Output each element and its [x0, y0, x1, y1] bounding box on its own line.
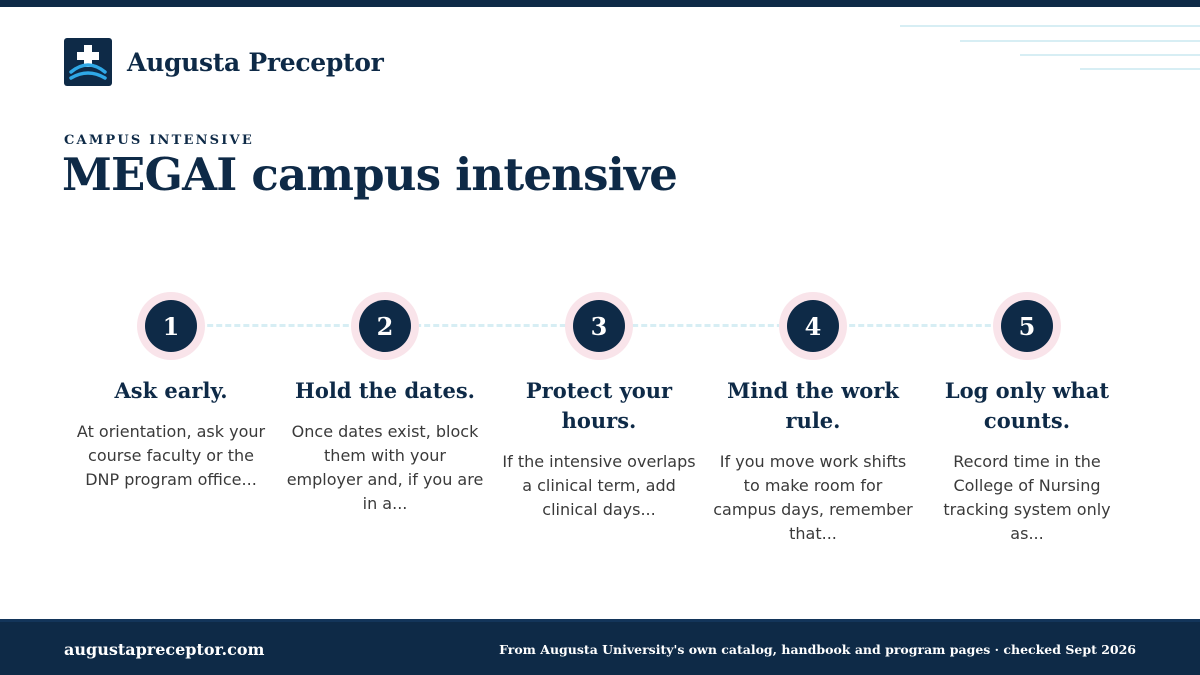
step-number: 3 [573, 300, 625, 352]
step-description: Record time in the College of Nursing tracking system only as... [943, 452, 1111, 543]
step-description: Once dates exist, block them with your employer and, if you are in a... [286, 422, 484, 513]
footer-site-link[interactable]: augustapreceptor.com [64, 640, 265, 659]
step-number: 1 [145, 300, 197, 352]
step-title: Log only what counts. [944, 378, 1110, 433]
step-number: 5 [1001, 300, 1053, 352]
step-title: Ask early. [114, 378, 228, 403]
step-number: 4 [787, 300, 839, 352]
decorative-lines [880, 20, 1200, 80]
step-title: Mind the work rule. [727, 378, 899, 433]
step-4 [713, 292, 913, 546]
step-title: Protect your hours. [525, 378, 673, 433]
step-3 [499, 292, 699, 522]
step-number-ring [351, 292, 419, 360]
step-number-ring [779, 292, 847, 360]
page-title: MEGAI campus intensive [62, 148, 678, 201]
step-number: 2 [359, 300, 411, 352]
top-accent-bar [0, 0, 1200, 7]
medical-cross-icon [64, 38, 112, 86]
brand-name: Augusta Preceptor [127, 47, 384, 77]
section-eyebrow: CAMPUS INTENSIVE [64, 133, 254, 148]
step-number-ring [565, 292, 633, 360]
step-number-ring [993, 292, 1061, 360]
step-description: If you move work shifts to make room for campus days, remember that... [713, 452, 913, 543]
footer-source-note: From Augusta University's own catalog, handbook and program pages · checked Sept 2026 [499, 642, 1136, 657]
step-description: If the intensive overlaps a clinical term, add clinical days... [502, 452, 696, 519]
step-5 [927, 292, 1127, 546]
step-1 [71, 292, 271, 492]
step-description: At orientation, ask your course faculty or the DNP program office... [76, 422, 266, 489]
step-number-ring [137, 292, 205, 360]
footer [0, 619, 1200, 675]
step-2 [285, 292, 485, 516]
step-title: Hold the dates. [295, 378, 475, 403]
brand[interactable] [64, 38, 384, 86]
